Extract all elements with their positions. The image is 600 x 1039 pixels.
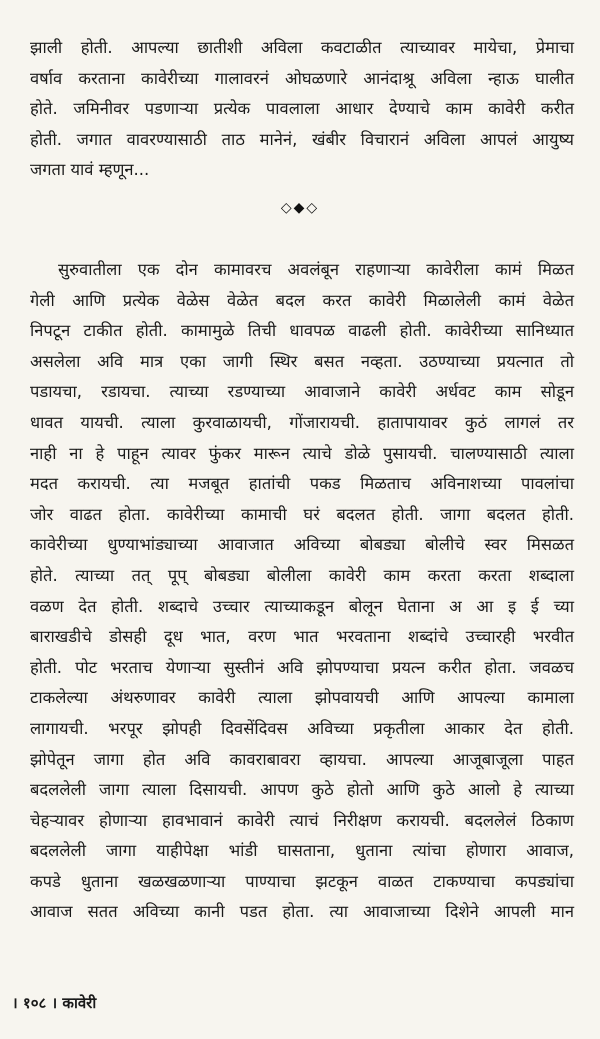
text-line: होते. त्याच्या तत् पूप् बोबड्या बोलीला कावेरी काम करता करता शब्दाला bbox=[30, 565, 574, 585]
text-line: बदललेली जागा त्याला दिसायची. आपण कुठे होतो आणि कुठे आलो हे त्याच्या bbox=[30, 780, 574, 800]
text-line: वर्षाव करताना कावेरीच्या गालावरनं ओघळणारे आनंदाश्रू अविला न्हाऊ घालीत bbox=[30, 68, 574, 88]
paragraph-continued bbox=[30, 33, 574, 186]
text-line: कावेरीच्या धुण्याभांड्याच्या आवाजात अविच्या बोबड्या बोलीचे स्वर मिसळत bbox=[30, 535, 574, 555]
text-line: कपडे धुताना खळखळणाऱ्या पाण्याचा झटकून वाळत टाकण्याचा कपड्यांचा bbox=[30, 871, 574, 891]
text-line: जोर वाढत होता. कावेरीच्या कामाची घरं बदलत होती. जागा बदलत होती. bbox=[30, 504, 574, 524]
text-line: जगता यावं म्हणून... bbox=[30, 160, 150, 180]
text-line: आवाज सतत अविच्या कानी पडत होता. त्या आवाजाच्या दिशेने आपली मान bbox=[30, 902, 574, 922]
text-line: बदललेली जागा याहीपेक्षा भांडी घासताना, धुताना त्यांचा होणारा आवाज, bbox=[30, 841, 574, 861]
paragraph-main bbox=[30, 255, 574, 928]
text-line: नाही ना हे पाहून त्यावर फुंकर मारून त्याचे डोळे पुसायची. चालण्यासाठी त्याला bbox=[30, 443, 574, 463]
text-line: धावत यायची. त्याला कुरवाळायची, गोंजारायची. हातापायावर कुठं लागलं तर bbox=[30, 412, 574, 432]
text-line: असलेला अवि मात्र एका जागी स्थिर बसत नव्हता. उठण्याच्या प्रयत्नात तो bbox=[30, 351, 574, 371]
text-line: टाकलेल्या अंथरुणावर कावेरी त्याला झोपवायची आणि आपल्या कामाला bbox=[30, 688, 574, 708]
text-line: होती. पोट भरताच येणाऱ्या सुस्तीनं अवि झोपण्याचा प्रयत्न करीत होता. जवळच bbox=[30, 657, 574, 677]
text-line: मदत करायची. त्या मजबूत हातांची पकड मिळताच अविनाशच्या पावलांचा bbox=[30, 474, 574, 494]
text-line: लागायची. भरपूर झोपही दिवसेंदिवस अविच्या प्रकृतीला आकार देत होती. bbox=[30, 718, 574, 738]
text-line: पडायचा, रडायचा. त्याच्या रडण्याच्या आवाजाने कावेरी अर्धवट काम सोडून bbox=[30, 382, 574, 402]
text-line: गेली आणि प्रत्येक वेळेस वेळेत बदल करत कावेरी मिळालेली कामं वेळेत bbox=[30, 290, 574, 310]
text-line: सुरुवातीला एक दोन कामावरच अवलंबून राहणाऱ्या कावेरीला कामं मिळत bbox=[58, 260, 574, 279]
text-line: निपटून टाकीत होती. कामामुळे तिची धावपळ वाढली होती. कावेरीच्या सानिध्यात bbox=[30, 321, 574, 341]
text-line: होते. जमिनीवर पडणाऱ्या प्रत्येक पावलाला आधार देण्याचे काम कावेरी करीत bbox=[30, 99, 574, 119]
text-line: झोपेतून जागा होत अवि कावराबावरा व्हायचा. आपल्या आजूबाजूला पाहत bbox=[30, 749, 574, 769]
page-footer: । १०८ । कावेरी bbox=[12, 994, 97, 1012]
text-line: बाराखडीचे डोसही दूध भात, वरण भात भरवताना शब्दांचे उच्चारही भरवीत bbox=[30, 627, 574, 647]
text-line: वळण देत होती. शब्दाचे उच्चार त्याच्याकडून बोलून घेताना अ आ इ ई च्या bbox=[30, 596, 574, 616]
section-separator: ◇◆◇ bbox=[280, 200, 320, 216]
text-line: होती. जगात वावरण्यासाठी ताठ मानेनं, खंबीर विचारानं अविला आपलं आयुष्य bbox=[30, 129, 574, 149]
text-line: झाली होती. आपल्या छातीशी अविला कवटाळीत त्याच्यावर मायेचा, प्रेमाचा bbox=[30, 38, 574, 57]
text-line: चेहऱ्यावर होणाऱ्या हावभावानं कावेरी त्याचं निरीक्षण करायची. बदललेलं ठिकाण bbox=[30, 810, 574, 830]
